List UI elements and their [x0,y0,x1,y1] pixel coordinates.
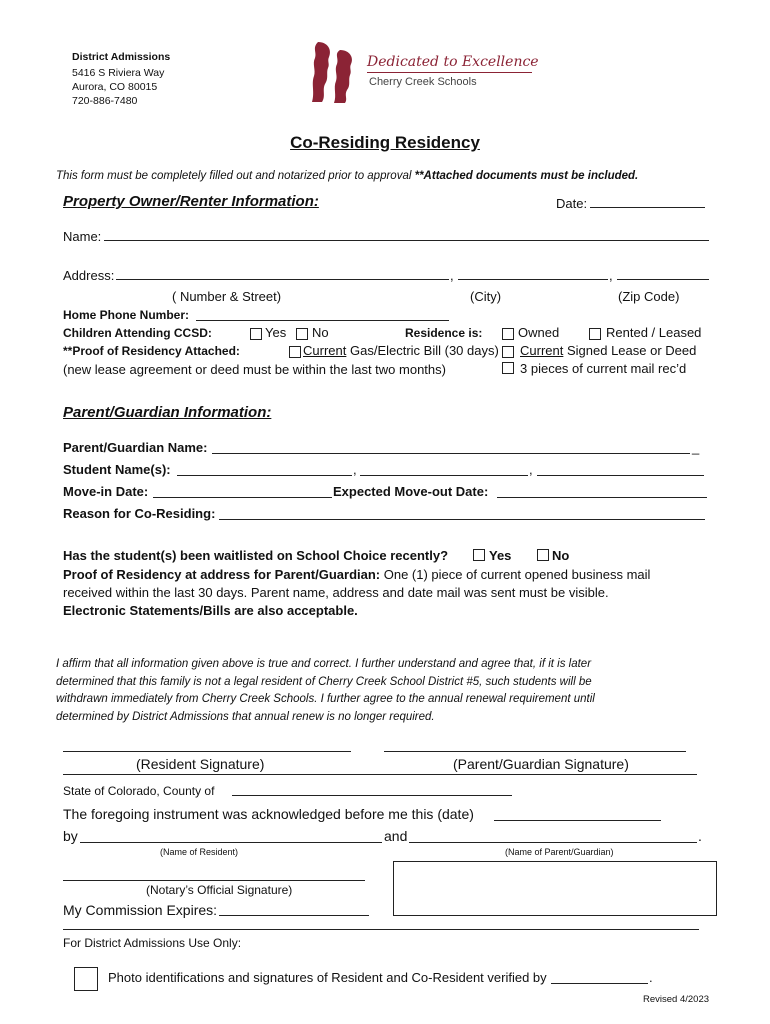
logo-silhouettes-icon [310,40,360,104]
mail-checkbox[interactable] [502,362,514,374]
parent-name-field[interactable] [212,453,690,454]
address-street-field[interactable] [116,279,449,280]
affirmation [56,656,595,726]
intro-main: This form must be completely filled out and notarized prior to approval [56,170,412,182]
city-caption: (City) [470,289,502,304]
children-no-label: No [312,325,329,340]
proof-label: **Proof of Residency Attached: [63,344,240,358]
lease-current: Current [520,343,564,358]
affirm-line-4: determined by District Admissions that annual renew is no longer required. [56,710,435,723]
students-label: Student Name(s): [63,462,171,477]
state-county-label: State of Colorado, County of [63,784,215,798]
rented-checkbox[interactable] [589,328,601,340]
affirm-line-1: I affirm that all information given above is true and correct. I further understand and agree that, if it is later [56,658,592,670]
office-rule [63,929,699,930]
office-phone: 720-886-7480 [72,95,138,107]
waitlist-yes-label: Yes [489,548,512,563]
logo-org: Cherry Creek Schools [369,76,477,88]
waitlist-no-label: No [552,548,570,563]
students-comma-2: , [529,462,533,477]
by-label: by [63,828,78,844]
notary-caption: (Notary’s Official Signature) [146,883,293,897]
lease-option [520,343,696,358]
street-caption: ( Number & Street) [172,289,282,304]
bill-option [303,343,499,358]
commission-label: My Commission Expires: [63,902,218,918]
county-field[interactable] [232,795,512,796]
children-yes-checkbox[interactable] [250,328,262,340]
zip-caption: (Zip Code) [618,289,680,304]
intro-bold: **Attached documents must be included. [414,170,639,182]
office-use-label: For District Admissions Use Only: [63,936,242,950]
electronic-statement: Electronic Statements/Bills are also acceptable. [63,603,358,618]
affirm-line-3: withdrawn immediately from Cherry Creek Schools. I further agree to the annual renewal requirement until [56,693,595,705]
children-yes-label: Yes [265,325,287,340]
address-label: Address: [63,268,115,283]
owned-checkbox[interactable] [502,328,514,340]
lease-label: Signed Lease or Deed [566,343,697,358]
waitlist-yes-checkbox[interactable] [473,549,485,561]
commission-field[interactable] [219,915,369,916]
ack-period: . [698,828,702,844]
owner-name-label: Name: [63,229,102,244]
proof-parent-text1: One (1) piece of current opened business mail [380,567,651,582]
students-comma-1: , [353,462,357,477]
moveout-label: Expected Move-out Date: [333,484,489,499]
verified-checkbox[interactable] [74,967,98,991]
waitlist-no-checkbox[interactable] [537,549,549,561]
verified-by-field[interactable] [551,983,648,984]
verify-text: Photo identifications and signatures of Resident and Co-Resident verified by [108,970,547,985]
movein-field[interactable] [153,497,332,498]
lease-checkbox[interactable] [502,346,514,358]
reason-label: Reason for Co-Residing: [63,506,216,521]
student-3-field[interactable] [537,475,704,476]
phone-field[interactable] [196,320,449,321]
and-label: and [384,828,408,844]
address-comma-1: , [450,268,454,283]
reason-field[interactable] [219,519,705,520]
resident-signature-caption: (Resident Signature) [136,756,265,772]
movein-label: Move-in Date: [63,484,149,499]
rented-label: Rented / Leased [606,325,702,340]
resident-signature-field[interactable] [63,751,351,752]
intro-text [56,170,638,182]
parent-signature-caption: (Parent/Guardian Signature) [453,756,629,772]
name-parent-caption: (Name of Parent/Guardian) [505,847,614,857]
verify-period: . [649,970,653,985]
address-city-field[interactable] [458,279,608,280]
lease-note: (new lease agreement or deed must be within the last two months) [63,362,446,377]
bill-label: Gas/Electric Bill (30 days) [349,343,499,358]
children-no-checkbox[interactable] [296,328,308,340]
children-label: Children Attending CCSD: [63,326,212,340]
date-field[interactable] [590,207,705,208]
ack-date-field[interactable] [494,820,661,821]
foregoing-text: The foregoing instrument was acknowledged before me this (date) [63,806,474,822]
date-label: Date: [556,196,588,211]
signature-rule [63,774,697,775]
phone-label: Home Phone Number: [63,308,190,322]
bill-checkbox[interactable] [289,346,301,358]
page-title: Co-Residing Residency [290,133,480,152]
revised-date: Revised 4/2023 [643,994,710,1005]
student-2-field[interactable] [360,475,528,476]
proof-parent-bold: Proof of Residency at address for Parent/Guardian: [63,567,381,582]
parent-name-end: _ [692,440,700,455]
name-resident-caption: (Name of Resident) [160,847,239,857]
affirm-line-2: determined that this family is not a legal resident of Cherry Creek School District #5, such students will be [56,675,592,688]
parent-name-label: Parent/Guardian Name: [63,440,208,455]
notary-signature-field[interactable] [63,880,365,881]
bill-current: Current [303,343,347,358]
address-zip-field[interactable] [617,279,709,280]
owner-name-field[interactable] [104,240,709,241]
resident-name-field[interactable] [80,842,382,843]
moveout-field[interactable] [497,497,707,498]
student-1-field[interactable] [177,475,352,476]
office-street: 5416 S Riviera Way [72,67,165,79]
parent-name-ack-field[interactable] [409,842,697,843]
owner-heading: Property Owner/Renter Information: [63,193,319,210]
residence-label: Residence is: [405,326,483,340]
parent-heading: Parent/Guardian Information: [63,404,272,421]
waitlist-question: Has the student(s) been waitlisted on School Choice recently? [63,548,449,563]
office-name: District Admissions [72,51,171,63]
logo-tagline: Dedicated to Excellence [367,54,539,70]
office-city: Aurora, CO 80015 [72,81,158,93]
parent-signature-field[interactable] [384,751,686,752]
address-comma-2: , [609,268,613,283]
notary-seal-box [393,861,717,916]
proof-parent-line2: received within the last 30 days. Parent name, address and date mail was sent must be visible. [63,585,609,600]
proof-parent-line1 [63,567,650,582]
logo-rule [367,72,532,73]
mail-label: 3 pieces of current mail rec’d [520,361,687,376]
owned-label: Owned [518,325,560,340]
